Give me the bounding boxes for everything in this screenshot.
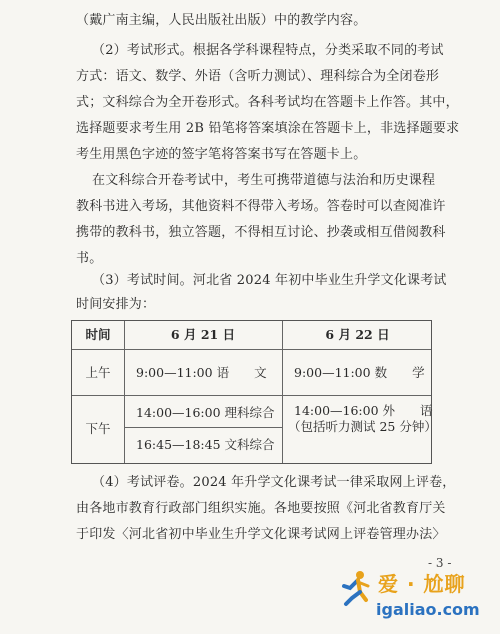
text-line: 书。 <box>76 251 103 266</box>
exam-schedule-table <box>71 320 437 464</box>
text-line: 教科书进入考场，其他资料不得带入考场。答卷时可以查阅准许 <box>76 199 446 214</box>
runner-icon <box>336 568 376 608</box>
text-line: 携带的教科书，独立答题，不得相互讨论、抄袭或相互借阅教科 <box>76 225 446 240</box>
table-row-label-morning: 上午 <box>85 365 111 380</box>
table-divider <box>72 349 431 350</box>
text-line: 考生用黑色字迹的签字笔将答案书写在答题卡上。 <box>76 147 367 162</box>
table-cell: 14:00—16:00 理科综合 <box>136 405 275 420</box>
text-line: 方式：语文、数学、外语（含听力测试）、理科综合为全闭卷形 <box>76 69 440 84</box>
text-line: （戴广南主编，人民出版社出版）中的教学内容。 <box>76 13 367 28</box>
table-cell: 9:00—11:00 语 文 <box>136 365 267 380</box>
table-cell: 14:00—16:00 外 语 <box>294 403 433 418</box>
table-cell: 9:00—11:00 数 学 <box>294 365 425 380</box>
table-header-day2: 6 月 22 日 <box>325 327 390 342</box>
text-line: （3）考试时间。河北省 2024 年初中毕业生升学文化课考试 <box>92 273 447 288</box>
table-divider <box>72 395 431 396</box>
text-line: （4）考试评卷。2024 年升学文化课考试一律采取网上评卷， <box>92 475 456 490</box>
text-line: 由各地市教育行政部门组织实施。各地要按照《河北省教育厅关 <box>76 501 446 516</box>
text-line: 在文科综合开卷考试中，考生可携带道德与法治和历史课程 <box>92 173 436 188</box>
text-line: 于印发〈河北省初中毕业生升学文化课考试网上评卷管理办法〉 <box>76 527 446 542</box>
text-line: 选择题要求考生用 2B 铅笔将答案填涂在答题卡上，非选择题要求 <box>76 121 460 136</box>
table-cell: （包括听力测试 25 分钟） <box>288 419 437 434</box>
watermark-url: igaliao.com <box>376 600 480 619</box>
text-line: 式；文科综合为全开卷形式。各科考试均在答题卡上作答。其中， <box>76 95 459 110</box>
page-number: - 3 - <box>428 556 452 570</box>
text-line: （2）考试形式。根据各学科课程特点，分类采取不同的考试 <box>92 43 444 58</box>
watermark <box>336 566 500 634</box>
watermark-title: 爱 · 尬聊 <box>378 572 466 596</box>
table-divider <box>124 427 282 428</box>
table-header-time: 时间 <box>85 327 111 342</box>
table-row-label-afternoon: 下午 <box>85 421 111 436</box>
text-line: 时间安排为： <box>76 297 156 312</box>
table-cell: 16:45—18:45 文科综合 <box>136 437 275 452</box>
table-header-day1: 6 月 21 日 <box>170 327 236 342</box>
